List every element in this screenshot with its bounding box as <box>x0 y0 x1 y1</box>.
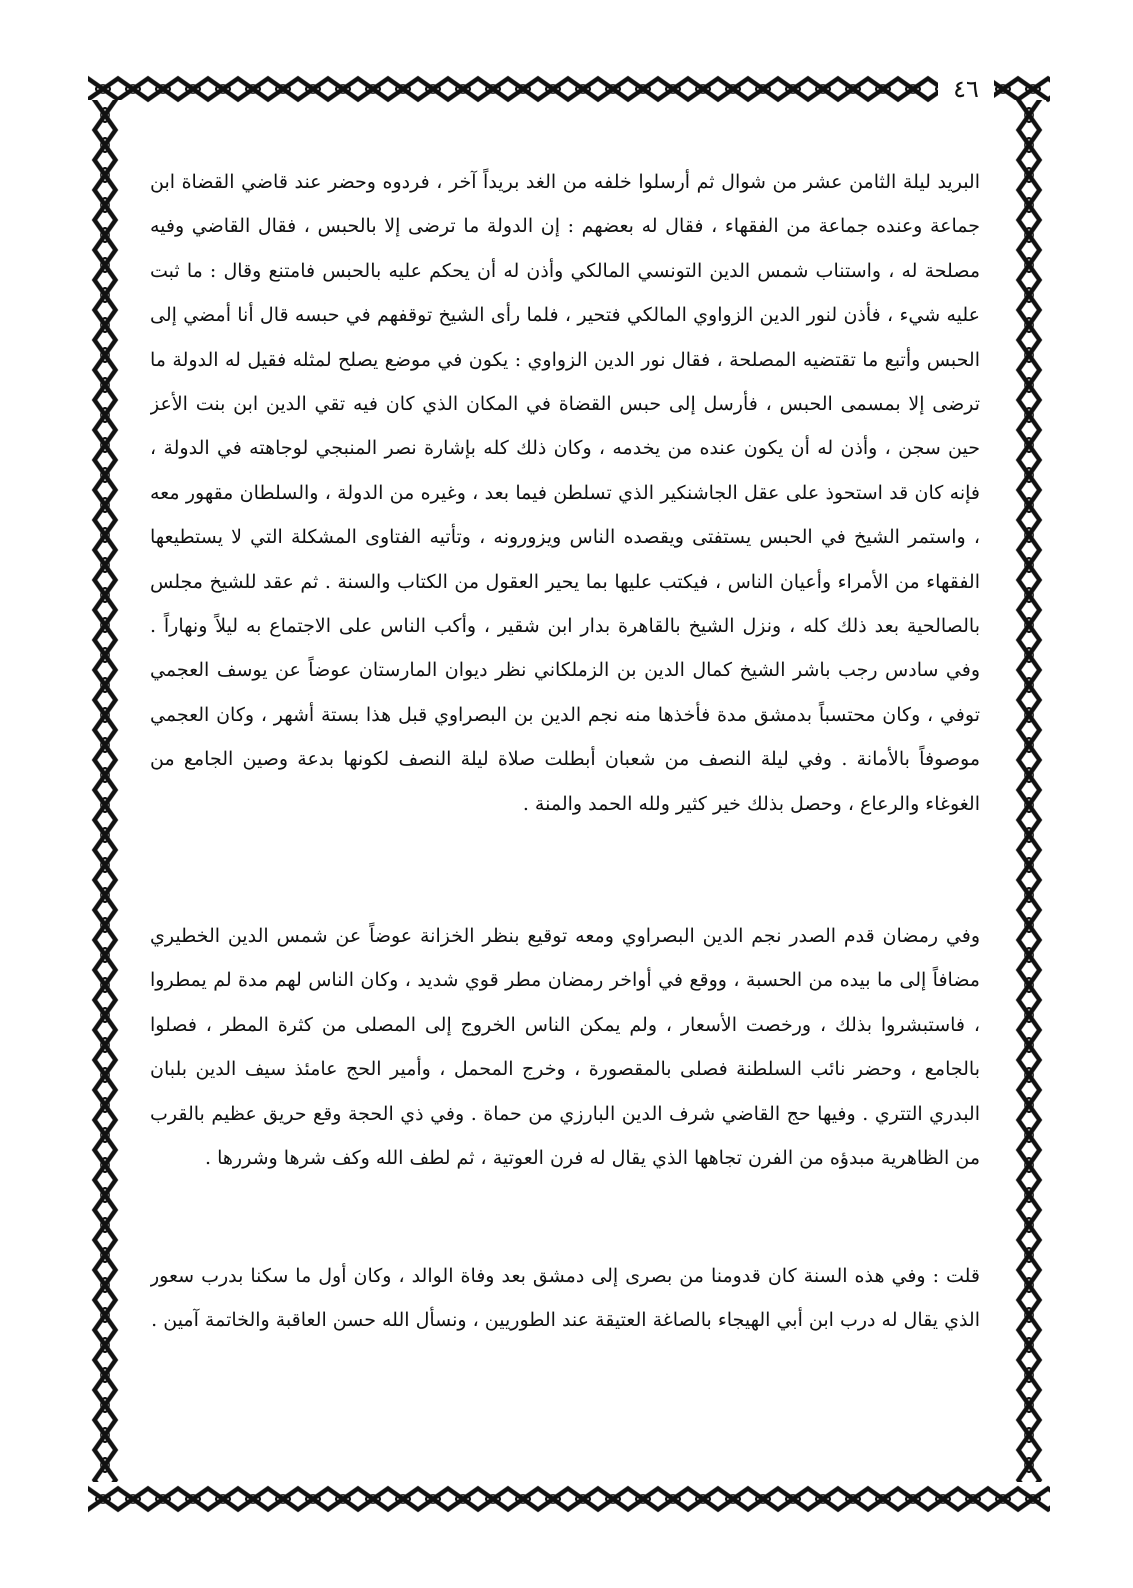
paragraph: قلت : وفي هذه السنة كان قدومنا من بصرى إلى دمشق بعد وفاة الوالد ، وكان أول ما سكنا بدرب سعور الذي يقال له درب ابن أبي الهيجاء بالصاغة العتيقة عند الطوريين ، ونسأل الله حسن العاقبة والخاتمة آمين . <box>150 1265 980 1332</box>
paragraph: البريد ليلة الثامن عشر من شوال ثم أرسلوا خلفه من الغد بريداً آخر ، فردوه وحضر عند قاضي القضاة ابن جماعة وعنده جماعة من الفقهاء ، فقال له بعضهم : إن الدولة ما ترضى إلا بالحبس ، فقال القاضي وفيه مصلحة له ، واستناب شمس الدين التونسي المالكي وأذن له أن يحكم عليه بالحبس فامتنع وقال : ما ثبت عليه شيء ، فأذن لنور الدين الزواوي المالكي فتحير ، فلما رأى الشيخ توقفهم في حبسه قال أنا أمضي إلى الحبس وأتبع ما تقتضيه المصلحة ، فقال نور الدين الزواوي : يكون في موضع يصلح لمثله فقيل له الدولة ما ترضى إلا بمسمى الحبس ، فأرسل إلى حبس القضاة في المكان الذي كان فيه تقي الدين ابن بنت الأعز حين سجن ، وأذن له أن يكون عنده من يخدمه ، وكان ذلك كله بإشارة نصر المنبجي لوجاهته في الدولة ، فإنه كان قد استحوذ على عقل الجاشنكير الذي تسلطن فيما بعد ، وغيره من الدولة ، والسلطان مقهور معه ، واستمر الشيخ في الحبس يستفتى ويقصده الناس ويزورونه ، وتأتيه الفتاوى المشكلة التي لا يستطيعها الفقهاء من الأمراء وأعيان الناس ، فيكتب عليها بما يحير العقول من الكتاب والسنة . ثم عقد للشيخ مجلس بالصالحية بعد ذلك كله ، ونزل الشيخ بالقاهرة بدار ابن شقير ، وأكب الناس على الاجتماع به ليلاً ونهاراً . وفي سادس رجب باشر الشيخ كمال الدين بن الزملكاني نظر ديوان المارستان عوضاً عن يوسف العجمي توفي ، وكان محتسباً بدمشق مدة فأخذها منه نجم الدين بن البصراوي قبل هذا بستة أشهر ، وكان العجمي موصوفاً بالأمانة . وفي ليلة النصف من شعبان أبطلت صلاة ليلة النصف لكونها بدعة وصين الجامع من الغوغاء والرعاع ، وحصل بذلك خير كثير ولله الحمد والمنة . <box>150 171 980 815</box>
decorative-border-top <box>88 72 1050 106</box>
paragraph: وفي رمضان قدم الصدر نجم الدين البصراوي ومعه توقيع بنظر الخزانة عوضاً عن شمس الدين الخطيري مضافاً إلى ما بيده من الحسبة ، ووقع في أواخر رمضان مطر قوي شديد ، وكان الناس لهم مدة لم يمطروا ، فاستبشروا بذلك ، ورخصت الأسعار ، ولم يمكن الناس الخروج إلى المصلى من كثرة المطر ، فصلوا بالجامع ، وحضر نائب السلطنة فصلى بالمقصورة ، وخرج المحمل ، وأمير الحج عامئذ سيف الدين بلبان البدري التتري . وفيها حج القاضي شرف الدين البارزي من حماة . وفي ذي الحجة وقع حريق عظيم بالقرب من الظاهرية مبدؤه من الفرن تجاهها الذي يقال له فرن العوتية ، ثم لطف الله وكف شرها وشررها . <box>150 925 980 1170</box>
decorative-border-bottom <box>88 1482 1050 1516</box>
page-number: ٤٦ <box>938 72 994 106</box>
decorative-border-right <box>1012 100 1046 1490</box>
text-body <box>150 160 980 1389</box>
decorative-border-left <box>88 100 122 1490</box>
